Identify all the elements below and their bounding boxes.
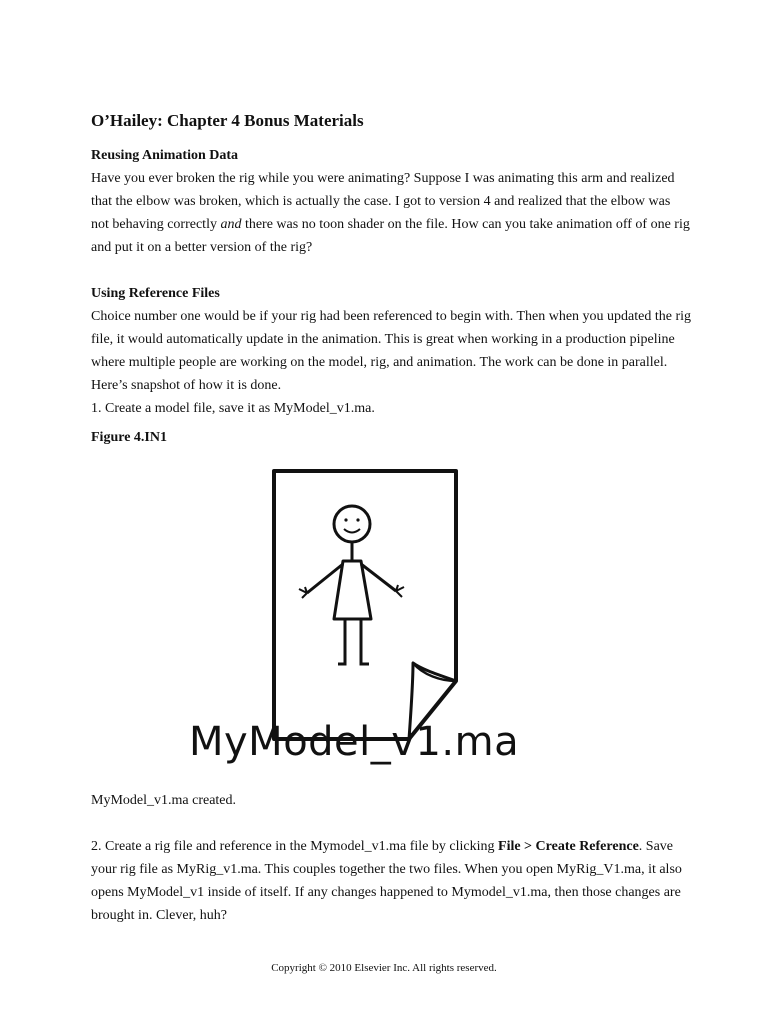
step-2-menu-path: File > Create Reference — [498, 839, 639, 854]
section-heading-reusing: Reusing Animation Data — [91, 148, 239, 163]
figure-filename-text: MyModel_v1.ma — [189, 719, 520, 765]
step-2 — [91, 835, 691, 927]
spacer — [91, 812, 691, 835]
step-2-text-b: . Save your rig file as MyRig_v1.ma. This couples together the two files. When you open MyRig_V1.ma, it also opens MyModel_v1 inside of itself. If any changes happened to Mymodel_v1.ma, then those changes are brought in. Clever, huh? — [91, 839, 682, 923]
section-heading-reference: Using Reference Files — [91, 286, 220, 301]
step-2-text-a: 2. Create a rig file and reference in the Mymodel_v1.ma file by clicking — [91, 839, 499, 854]
figure-caption: MyModel_v1.ma created. — [91, 793, 237, 808]
copyright-footer: Copyright © 2010 Elsevier Inc. All rights reserved. — [271, 962, 497, 974]
paragraph-reusing — [91, 167, 691, 259]
figure-image — [91, 449, 691, 787]
spacer — [91, 259, 691, 282]
page-title: O’Hailey: Chapter 4 Bonus Materials — [91, 111, 364, 130]
paragraph-reusing-text-b: there was no toon shader on the file. How can you take animation off of one rig and put it on a better version of the rig? — [91, 217, 690, 255]
paragraph-reusing-emphasis: and — [220, 217, 242, 232]
document-page — [91, 110, 691, 927]
paragraph-reusing-text-a: Have you ever broken the rig while you were animating? Suppose I was animating this arm and realized that the elbow was broken, which is actually the case. I got to version 4 and realized that the elbow was not behaving correctly — [91, 171, 675, 232]
figure-label: Figure 4.IN1 — [91, 430, 167, 445]
paragraph-reference: Choice number one would be if your rig had been referenced to begin with. Then when you updated the rig file, it would automatically update in the animation. This is great when working in a production pipeline where multiple people are working on the model, rig, and animation. The work can be done in parallel. Here’s snapshot of how it is done. — [91, 309, 692, 393]
stick-figure-body-icon — [334, 561, 371, 619]
step-1: 1. Create a model file, save it as MyModel_v1.ma. — [91, 401, 375, 416]
stick-figure-head-icon — [334, 506, 370, 542]
